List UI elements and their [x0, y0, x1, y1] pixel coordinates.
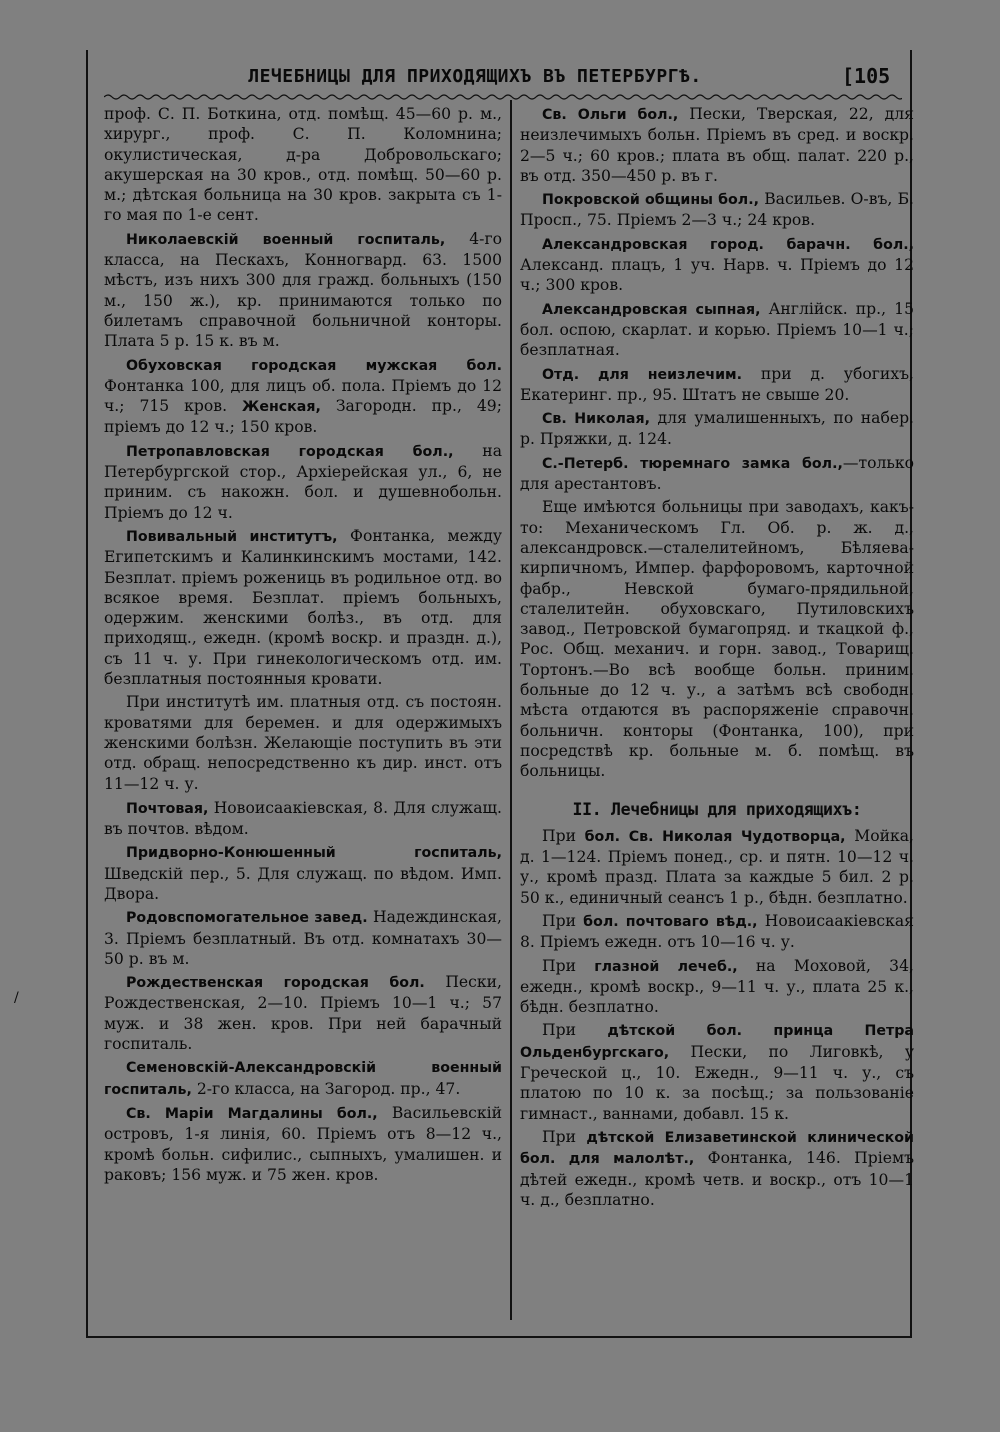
- entry-text: Шведскій пер., 5. Для служащ. по вѣдом. Имп. Двора.: [104, 864, 502, 903]
- entry-text: Васильевскій островъ, 1-я линія, 60. Пріемъ отъ 8—12 ч., кромѣ больн. сифилис., сыпныхъ, умалишен. и раковъ; 156 муж. и 75 жен. кров.: [104, 1103, 502, 1184]
- entry-text: Васильев. О-въ, Б. Просп., 75. Пріемъ 2—3 ч.; 24 кров.: [520, 190, 914, 230]
- hospital-entry: [520, 408, 914, 450]
- institution-name: Александровская сыпная,: [542, 301, 761, 318]
- entry-text: 2-го класса, на Загород. пр., 47.: [191, 1079, 461, 1098]
- institution-name: Св. Маріи Магдалины бол.,: [126, 1105, 378, 1122]
- institution-name: Св. Ольги бол.,: [542, 107, 679, 123]
- entry-text: проф. С. П. Боткина, отд. помѣщ. 45—60 р. м., хирург., проф. С. П. Коломнина; окулистическая, д-ра Добровольскаго; акушерская на 30 кров., отд. помѣщ. 50—60 р. м.; дѣтская больница на 30 кров. закрыта съ 1-го мая по 1-е сент.: [104, 105, 502, 225]
- hospital-entry: [520, 104, 914, 186]
- entry-text: на Моховой, 34, ежедн., кромѣ воскр., 9—11 ч. у., плата 25 к., бѣдн. безплатно.: [520, 956, 914, 1017]
- institution-name: Отд. для неизлечим.: [542, 366, 742, 383]
- institution-name: бол. почтоваго вѣд.,: [583, 913, 758, 930]
- clinic-entry: [520, 1020, 914, 1123]
- hospital-entry: [104, 692, 502, 793]
- institution-name: бол. Св. Николая Чудотворца,: [584, 828, 846, 845]
- entry-text: Мойка, д. 1—124. Пріемъ понед., ср. и пятн. 10—12 ч. у., кромѣ празд. Плата за каждые 5 бил. 2 р. 50 к., единичный сеансъ 1 р., бѣдн. безплатно.: [520, 826, 914, 907]
- institution-name: Повивальный институтъ,: [126, 528, 338, 545]
- hospital-entry: [520, 234, 914, 296]
- continuation-entry: [104, 104, 502, 226]
- margin-mark: /: [14, 990, 19, 1006]
- institution-name: Петропавловская городская бол.,: [126, 443, 454, 460]
- hospital-entry: [104, 842, 502, 904]
- hospital-entry: [104, 907, 502, 969]
- entry-text: Новоисаакіевская 8. Пріемъ ежедн. отъ 10—16 ч. у.: [520, 911, 914, 952]
- clinic-entry: [520, 1127, 914, 1210]
- hospital-entry: [104, 798, 502, 840]
- entry-text: Пески, по Лиговкѣ, у Греческой ц., 10. Ежедн., 9—11 ч. у., съ платою по 10 к. за посѣщ.; за пользованіе гимнаст., ваннами, добавл. 15 к.: [520, 1042, 914, 1123]
- entry-text: —только для арестантовъ.: [520, 453, 914, 494]
- entry-text: При институтѣ им. платныя отд. съ постоян. кроватями для беремен. и для одержимыхъ женскими болѣзн. Желающіе поступить въ эти отд. обращ. непосредственно къ дир. инст. отъ 11—12 ч. у.: [104, 693, 502, 793]
- institution-name: Придворно-Конюшенный госпиталь,: [126, 845, 502, 862]
- entry-text: на Петербургской стор., Архіерейская ул., 6, не приним. съ накожн. бол. и душевнобольн. Пріемъ до 12 ч.: [104, 441, 502, 522]
- entry-text: Надеждинская, 3. Пріемъ безплатный. Въ отд. комнатахъ 30—50 р. въ м.: [104, 908, 502, 968]
- entry-prefix: При: [542, 956, 595, 975]
- institution-name: Родовспомогательное завед.: [126, 910, 368, 927]
- clinic-entry: [520, 956, 914, 1018]
- entry-text: для умалишенныхъ, по набер. р. Пряжки, д. 124.: [520, 409, 915, 449]
- institution-name: Семеновскій-Александровскій военный госпиталь,: [104, 1060, 502, 1098]
- right-column: [520, 104, 914, 1213]
- institution-name: дѣтской бол. принца Петра Ольденбургскаго,: [520, 1023, 915, 1061]
- entry-prefix: При: [542, 911, 584, 930]
- entry-text: Загородн. пр., 49; пріемъ до 12 ч.; 150 кров.: [104, 397, 502, 437]
- hospital-entry: [520, 364, 914, 406]
- page-title: ЛЕЧЕБНИЦЫ ДЛЯ ПРИХОДЯЩИХЪ ВЪ ПЕТЕРБУРГѢ.: [248, 66, 702, 87]
- institution-name: дѣтской Елизаветинской клинической бол. для малолѣт.,: [520, 1129, 914, 1168]
- section-heading: II. Лечебницы для приходящихъ:: [572, 799, 862, 819]
- entry-text: Александ. плацъ, 1 уч. Нарв. ч. Пріемъ до 12 ч.; 300 кров.: [520, 256, 914, 295]
- entry-text: при д. убогихъ, Екатеринг. пр., 95. Штатъ не свыше 20.: [520, 364, 914, 404]
- hospital-entry: [104, 972, 502, 1054]
- entry-prefix: При: [542, 1021, 608, 1040]
- hospital-entry: [104, 1057, 502, 1100]
- hospital-entry: [104, 355, 502, 438]
- header-wavy-rule: [104, 92, 902, 102]
- institution-name: глазной лечеб.,: [594, 958, 738, 975]
- entry-text: Фонтанка 100, для лицъ об. пола. Пріемъ до 12 ч.; 715 кров.: [104, 376, 502, 416]
- institution-name: Николаевскій военный госпиталь,: [126, 231, 446, 248]
- entry-text: Пески, Тверская, 22, для неизлечимыхъ больн. Пріемъ въ сред. и воскр. 2—5 ч.; 60 кров.; плата въ общ. палат. 220 р., въ отд. 350—450 р. въ г.: [520, 105, 914, 185]
- institution-name: Почтовая,: [126, 800, 209, 817]
- entry-text: Фонтанка, 146. Пріемъ дѣтей ежедн., кромѣ четв. и воскр., отъ 10—1 ч. д., безплатно.: [520, 1149, 915, 1209]
- entry-text: 4-го класса, на Пескахъ, Конногвард. 63. 1500 мѣстъ, изъ нихъ 300 для гражд. больныхъ (150 м., 150 ж.), кр. принимаются только по билетамъ справочной больничной конторы. Плата 5 р. 15 к. въ м.: [104, 229, 502, 351]
- clinic-entry: [520, 826, 914, 908]
- entry-prefix: При: [542, 826, 585, 845]
- institution-name: С.-Петерб. тюремнаго замка бол.,: [542, 455, 843, 472]
- institution-name: Обуховская городская мужская бол.: [126, 357, 502, 374]
- hospital-entry: [520, 189, 914, 231]
- entry-text: Фонтанка, между Египетскимъ и Калинкинскимъ мостами, 142. Безплат. пріемъ рожениць въ родильное отд. во всякое время. Безплат. пріемъ больныхъ, одержим. женскими болѣз., въ отд. для приходящ., ежедн. (кромѣ воскр. и праздн. д.), съ 11 ч. у. При гинекологическомъ отд. им. безплатныя постоянныя кровати.: [104, 526, 503, 689]
- hospital-entry: [520, 299, 914, 361]
- institution-name: Рождественская городская бол.: [126, 975, 425, 992]
- hospital-entry: [104, 526, 502, 689]
- entry-text: Пески, Рождественская, 2—10. Пріемъ 10—1 ч.; 57 муж. и 38 жен. кров. При ней барачный госпиталь.: [104, 973, 502, 1054]
- hospital-entry: [104, 229, 502, 352]
- entry-text: Новоисаакіевская, 8. Для служащ. въ почтов. вѣдом.: [104, 798, 502, 839]
- institution-name: Св. Николая,: [542, 411, 650, 428]
- entry-prefix: При: [542, 1127, 587, 1146]
- hospital-entry: [104, 1103, 502, 1185]
- column-divider: [510, 100, 512, 1320]
- institution-name: Покровской общины бол.,: [542, 192, 759, 209]
- page-number: [105: [842, 64, 891, 88]
- institution-name: Александровская город. барачн. бол.,: [542, 236, 914, 253]
- entry-text: Англійск. пр., 15 бол. оспою, скарлат. и корью. Пріемъ 10—1 ч.; безплатная.: [520, 299, 914, 360]
- hospital-entry: [520, 497, 914, 781]
- hospital-entry: [520, 453, 914, 495]
- left-column: [104, 104, 502, 1188]
- clinic-entry: [520, 911, 914, 953]
- entry-text: Еще имѣются больницы при заводахъ, какъ-то: Механическомъ Гл. Об. р. ж. д., александровск.—сталелитейномъ, Бѣляева-кирпичномъ, Импер. фарфоровомъ, карточной фабр., Невской бумаго-прядильной, сталелитейн. обуховскаго, Путиловскихъ завод., Петровской бумагопряд. и ткацкой ф., Рос. Общ. механич. и горн. завод., Товарищ. Тортонъ.—Во всѣ вообще больн. приним. больные до 12 ч. у., а затѣмъ всѣ свободн. мѣста отдаются въ распоряженіе справочн. больничн. конторы (Фонтанка, 100), при посредствѣ кр. больные м. б. помѣщ. въ больницы.: [520, 498, 914, 781]
- hospital-entry: [104, 441, 502, 523]
- institution-name: Женская,: [241, 399, 321, 416]
